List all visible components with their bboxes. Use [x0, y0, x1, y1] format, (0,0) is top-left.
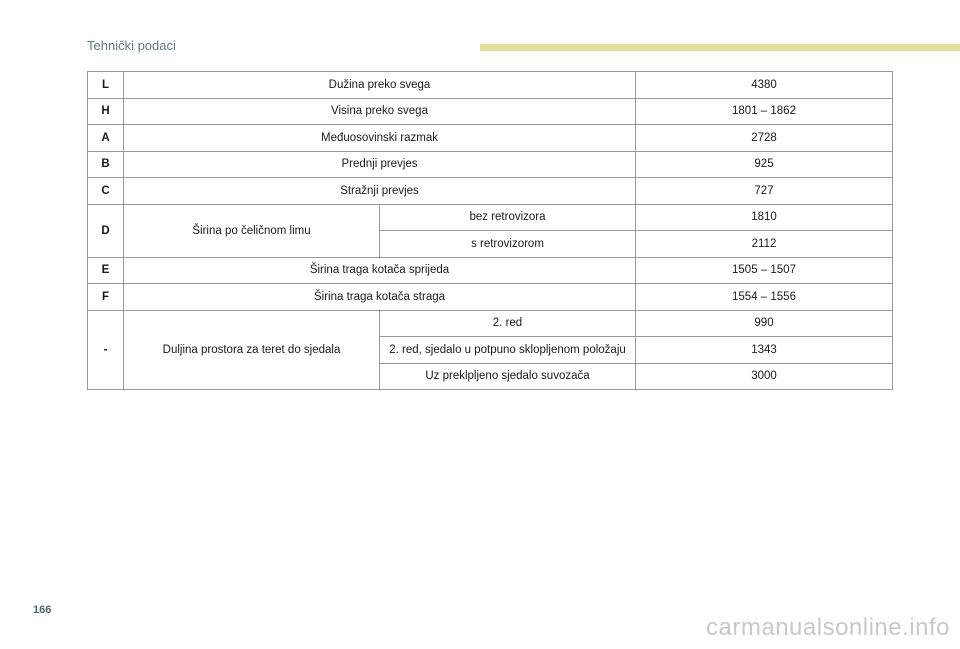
row-label: Dužina preko svega — [124, 72, 636, 99]
row-sublabel: Uz preklpljeno sjedalo suvozača — [380, 363, 636, 390]
row-code: H — [88, 98, 124, 125]
row-value: 2728 — [636, 125, 893, 152]
row-sublabel: bez retrovizora — [380, 204, 636, 231]
row-sublabel: s retrovizorom — [380, 231, 636, 258]
row-label: Širina traga kotača straga — [124, 284, 636, 311]
row-code: A — [88, 125, 124, 152]
dimensions-table — [87, 71, 893, 390]
table-row — [88, 178, 893, 205]
row-value: 2112 — [636, 231, 893, 258]
row-value: 925 — [636, 151, 893, 178]
row-value: 4380 — [636, 72, 893, 99]
row-value: 1810 — [636, 204, 893, 231]
row-value: 990 — [636, 310, 893, 337]
row-sublabel: 2. red — [380, 310, 636, 337]
section-title: Tehnički podaci — [87, 38, 176, 53]
table-row — [88, 284, 893, 311]
row-label: Međuosovinski razmak — [124, 125, 636, 152]
row-label: Širina po čeličnom limu — [124, 204, 380, 257]
table-row — [88, 257, 893, 284]
header-accent-bar — [480, 44, 960, 51]
row-label: Stražnji prevjes — [124, 178, 636, 205]
table-row — [88, 98, 893, 125]
row-value: 1505 – 1507 — [636, 257, 893, 284]
table-row — [88, 125, 893, 152]
row-code: B — [88, 151, 124, 178]
row-code: - — [88, 310, 124, 390]
row-code: C — [88, 178, 124, 205]
row-value: 1554 – 1556 — [636, 284, 893, 311]
table-row — [88, 204, 893, 231]
watermark: carmanualsonline.info — [706, 614, 950, 641]
row-value: 3000 — [636, 363, 893, 390]
row-label: Duljina prostora za teret do sjedala — [124, 310, 380, 390]
row-sublabel: 2. red, sjedalo u potpuno sklopljenom položaju — [380, 337, 636, 364]
row-code: E — [88, 257, 124, 284]
row-value: 727 — [636, 178, 893, 205]
table-row — [88, 310, 893, 337]
row-value: 1801 – 1862 — [636, 98, 893, 125]
table-row — [88, 151, 893, 178]
row-code: L — [88, 72, 124, 99]
row-code: D — [88, 204, 124, 257]
row-label: Prednji prevjes — [124, 151, 636, 178]
row-code: F — [88, 284, 124, 311]
page-number: 166 — [33, 604, 52, 616]
row-label: Visina preko svega — [124, 98, 636, 125]
row-value: 1343 — [636, 337, 893, 364]
table-row — [88, 72, 893, 99]
row-label: Širina traga kotača sprijeda — [124, 257, 636, 284]
